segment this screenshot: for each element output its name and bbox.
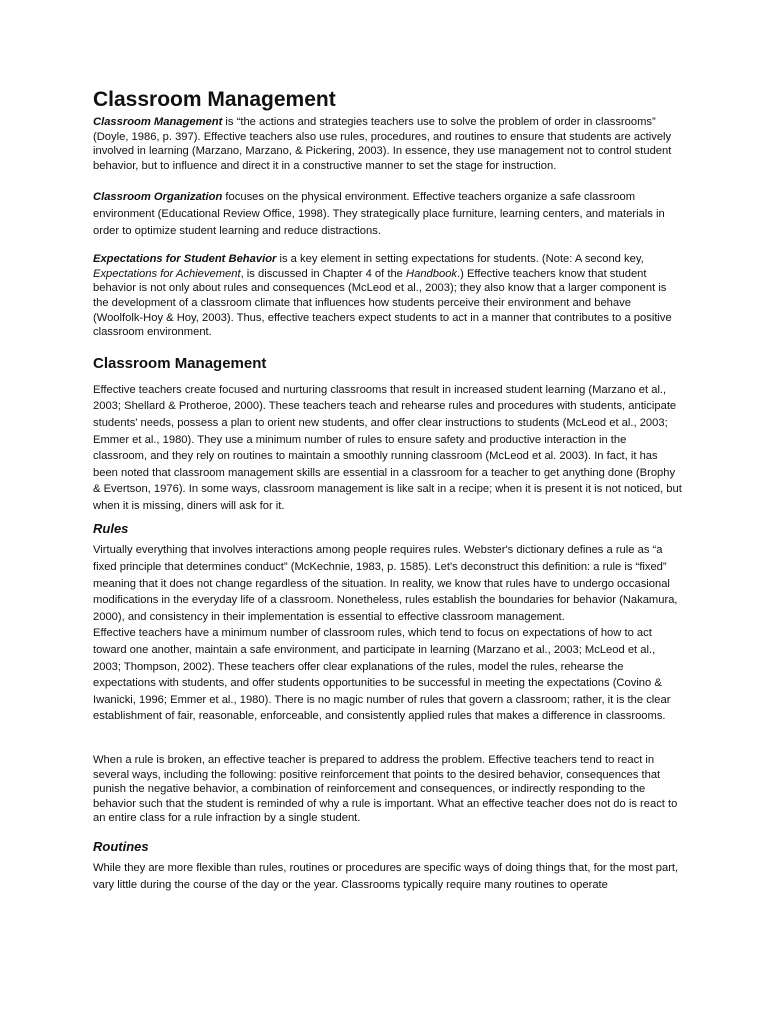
intro-term: Classroom Management bbox=[93, 116, 223, 128]
rules-paragraph-3: When a rule is broken, an effective teacher is prepared to address the problem. Effective teachers tend to react in several ways, including the following: positive reinforcement that points to the desired behavior, consequences that punish the negative behavior, a combination of reinforcement and consequences, or indirectly responding to the behavior such that the student is reminded of why a rule is important. What an effective teacher does not do is react to an entire class for a rule infraction by a single student. bbox=[93, 754, 678, 825]
intro-paragraph bbox=[93, 115, 683, 173]
rules-heading: Rules bbox=[93, 521, 129, 537]
expectations-paragraph bbox=[93, 252, 683, 340]
expectations-term: Expectations for Student Behavior bbox=[93, 253, 277, 266]
expectations-italic-1: Expectations for Achievement bbox=[93, 267, 241, 280]
document-body bbox=[93, 88, 683, 893]
expectations-text-1: is a key element in setting expectations for students. (Note: A second key, bbox=[276, 253, 644, 266]
organization-paragraph bbox=[93, 189, 683, 239]
section-heading: Classroom Management bbox=[93, 354, 267, 372]
organization-text: focuses on the physical environment. Effective teachers organize a safe classroom environment (Educational Review Office, 1998). They strategically place furniture, learning centers, and materials in order to optimize student learning and reduce distractions. bbox=[93, 191, 665, 237]
expectations-italic-2: Handbook bbox=[406, 267, 458, 280]
section-paragraph: Effective teachers create focused and nurturing classrooms that result in increased student learning (Marzano et al., 2003; Shellard & Protheroe, 2000). These teachers teach and rehearse rules and procedures with students, anticipate students' needs, possess a plan to orient new students, and offer clear instructions to students (McLeod et al., 2003; Emmer et al., 1980). They use a minimum number of rules to ensure safety and productive interaction in the classroom, and they rely on routines to maintain a smoothly running classroom (McLeod et al. 2003). In fact, it has been noted that classroom management skills are essential in a classroom for a teacher to get anything done (Brophy & Evertson, 1976). In some ways, classroom management is like salt in a recipe; when it is present it is not noticed, but when it is missing, diners will ask for it. bbox=[93, 383, 682, 512]
intro-text: is “the actions and strategies teachers use to solve the problem of order in classrooms” (Doyle, 1986, p. 397). Effective teachers also use rules, procedures, and routines to ensure that students are actively involved in learning (Marzano, Marzano, & Pickering, 2003). In essence, they use management not to control student behavior, but to influence and direct it in a constructive manner to set the stage for instruction. bbox=[93, 116, 672, 172]
organization-term: Classroom Organization bbox=[93, 191, 223, 204]
routines-heading: Routines bbox=[93, 838, 149, 854]
routines-paragraph-1: While they are more flexible than rules, routines or procedures are specific ways of doing things that, for the most part, vary little during the course of the day or the year. Classrooms typically require many routines to operate bbox=[93, 861, 679, 891]
page-title: Classroom Management bbox=[93, 88, 336, 111]
rules-paragraph-1: Virtually everything that involves interactions among people requires rules. Webster's dictionary defines a rule as “a fixed principle that determines conduct” (McKechnie, 1983, p. 1585). Let's deconstruct this definition: a rule is “fixed” meaning that it does not change regardless of the situation. In reality, we know that rules have to undergo occasional modifications in the everyday life of a classroom. Nonetheless, rules establish the boundaries for behavior (Nakamura, 2000), and consistency in their implementation is essential to effective classroom management. bbox=[93, 544, 678, 623]
expectations-text-3: .) Effective teachers know that student behavior is not only about rules and consequences (McLeod et al., 2003); they also know that a larger component is the development of a classroom climate that influences how students perceive their environment and behave (Woolfolk-Hoy & Hoy, 2003). Thus, effective teachers expect students to act in a manner that contributes to a positive classroom environment. bbox=[93, 267, 672, 339]
expectations-text-2: , is discussed in Chapter 4 of the bbox=[240, 267, 407, 280]
rules-paragraph-2: Effective teachers have a minimum number of classroom rules, which tend to focus on expectations of how to act toward one another, maintain a safe environment, and participate in learning (Marzano et al., 2003; McLeod et al., 2003; Thompson, 2002). These teachers offer clear explanations of the rules, model the rules, rehearse the expectations with students, and offer students opportunities to be successful in meeting the expectations (Covino & Iwanicki, 1996; Emmer et al., 1980). There is no magic number of rules that govern a classroom; rather, it is the clear establishment of fair, reasonable, enforceable, and consistently applied rules that makes a difference in classrooms. bbox=[93, 627, 671, 723]
